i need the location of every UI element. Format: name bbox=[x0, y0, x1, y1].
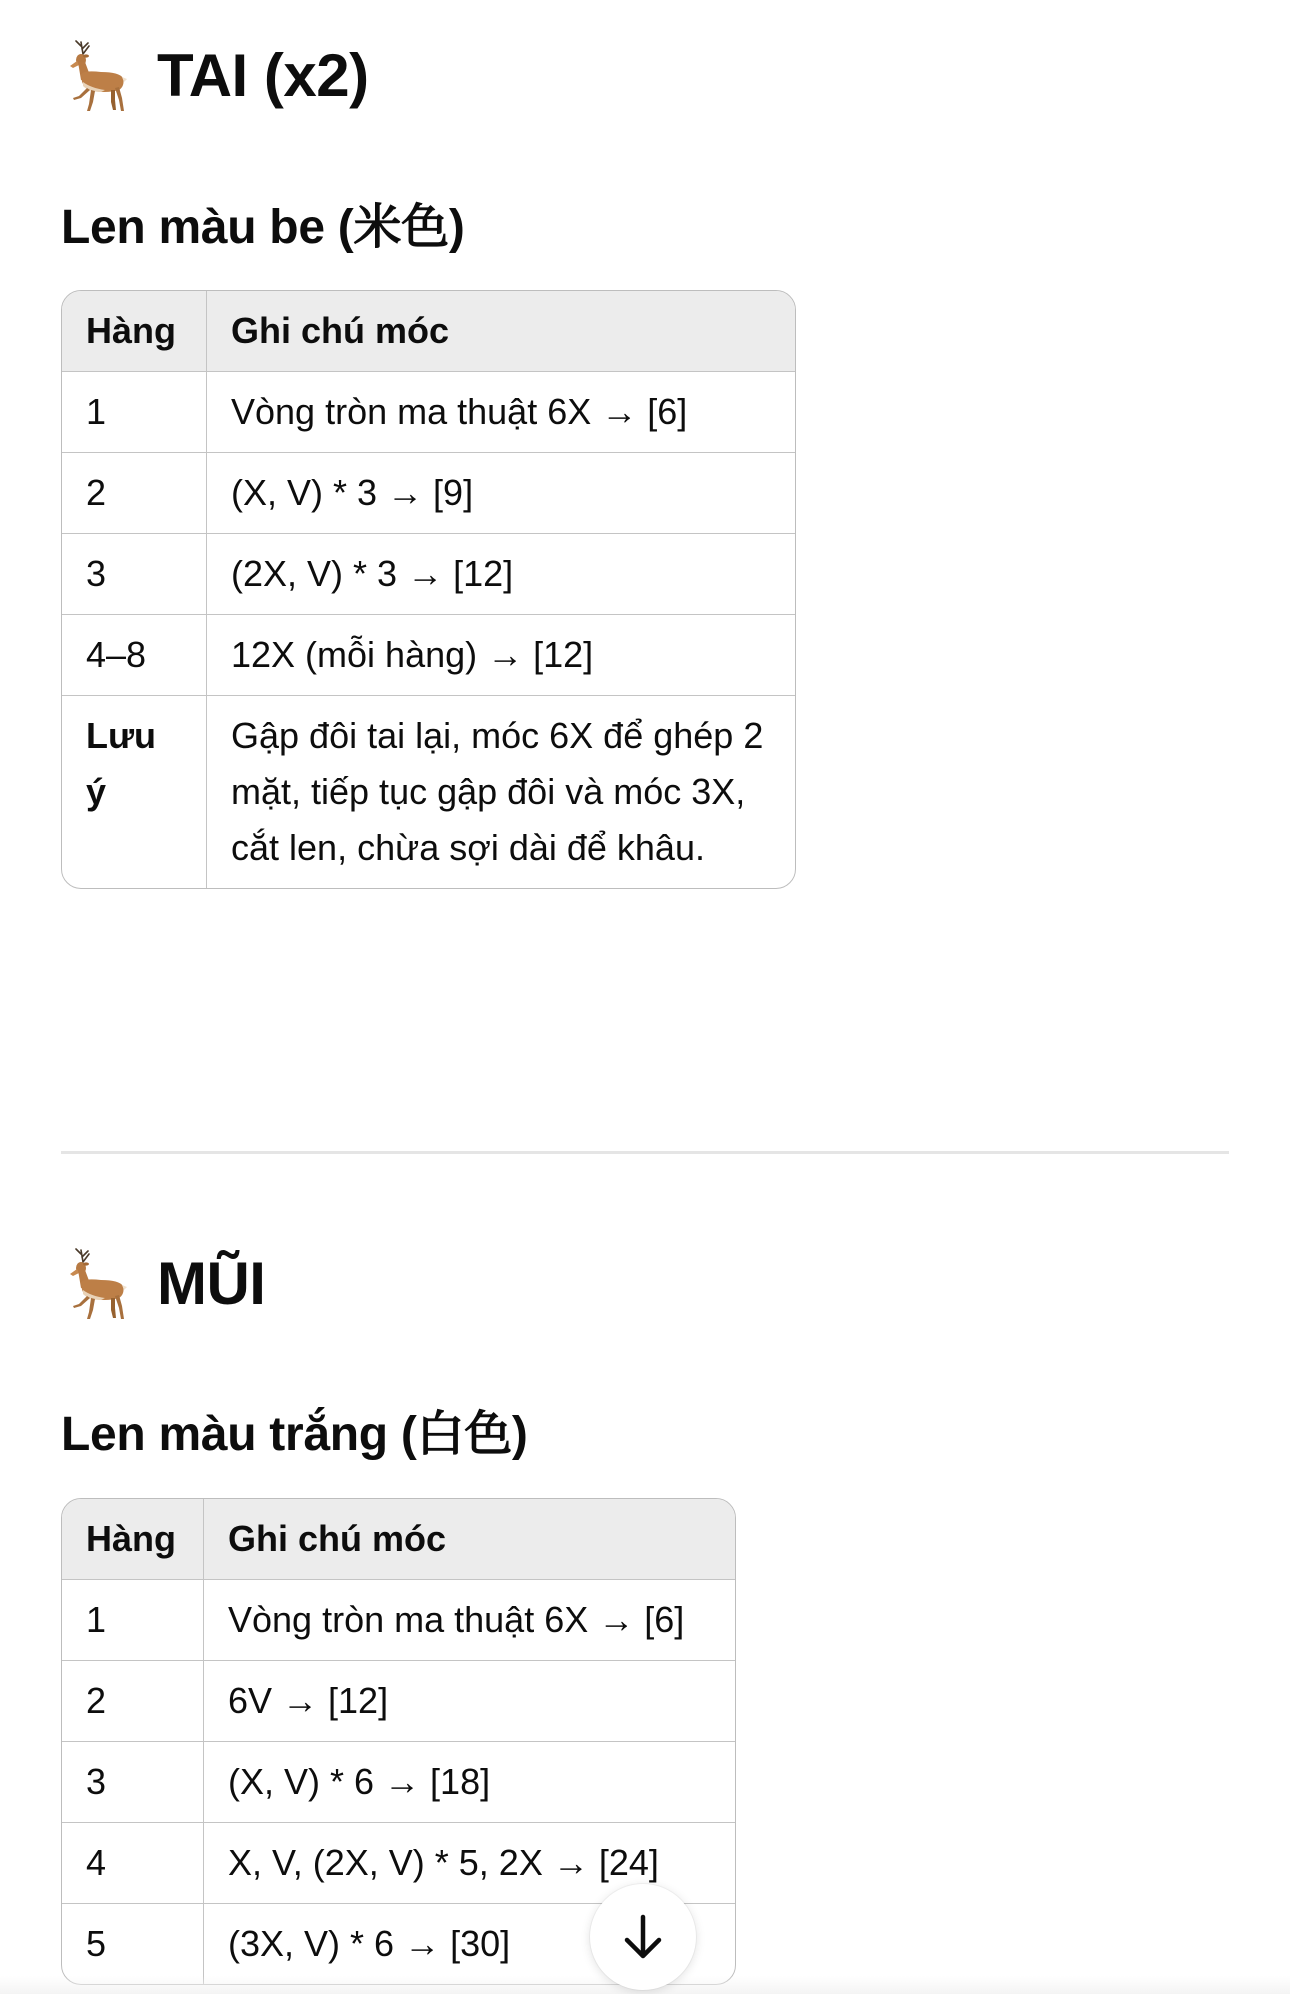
section-title-text: MŨI bbox=[157, 1250, 266, 1317]
row-number: 4–8 bbox=[62, 615, 207, 695]
section-title-tai bbox=[61, 40, 369, 112]
table-row-note bbox=[62, 695, 795, 888]
row-number: 1 bbox=[62, 372, 207, 452]
deer-icon bbox=[61, 1248, 131, 1320]
table-row bbox=[62, 1741, 735, 1822]
section-title-text: TAI (x2) bbox=[157, 42, 369, 109]
table-header-row bbox=[62, 291, 795, 371]
crochet-table-ear bbox=[61, 290, 796, 889]
row-note: (2X, V) * 3 → [12] bbox=[231, 553, 514, 594]
row-note: X, V, (2X, V) * 5, 2X → [24] bbox=[228, 1842, 659, 1883]
row-number: 2 bbox=[62, 453, 207, 533]
row-note: (X, V) * 6 → [18] bbox=[228, 1761, 491, 1802]
row-note: 6V → [12] bbox=[228, 1680, 389, 1721]
header-row-column: Hàng bbox=[62, 291, 207, 371]
row-note: Vòng tròn ma thuật 6X → [6] bbox=[231, 391, 688, 432]
scroll-to-bottom-button[interactable] bbox=[590, 1884, 696, 1990]
section-title-mui bbox=[61, 1248, 265, 1320]
arrow-down-icon bbox=[621, 1913, 665, 1961]
row-label-note: Lưu ý bbox=[62, 696, 207, 888]
yarn-color-heading: Len màu trắng (白色) bbox=[61, 1408, 528, 1461]
row-number: 2 bbox=[62, 1661, 204, 1741]
row-number: 3 bbox=[62, 534, 207, 614]
header-row-column: Hàng bbox=[62, 1499, 204, 1579]
table-row bbox=[62, 1579, 735, 1660]
row-note: (3X, V) * 6 → [30] bbox=[228, 1923, 511, 1964]
table-row bbox=[62, 614, 795, 695]
row-number: 1 bbox=[62, 1580, 204, 1660]
table-row bbox=[62, 1660, 735, 1741]
row-number: 4 bbox=[62, 1823, 204, 1903]
table-row bbox=[62, 452, 795, 533]
table-row bbox=[62, 533, 795, 614]
table-row bbox=[62, 371, 795, 452]
row-note: 12X (mỗi hàng) → [12] bbox=[231, 634, 594, 675]
table-header-row bbox=[62, 1499, 735, 1579]
row-number: 5 bbox=[62, 1904, 204, 1984]
row-note: Vòng tròn ma thuật 6X → [6] bbox=[228, 1599, 685, 1640]
deer-icon bbox=[61, 40, 131, 112]
section-divider bbox=[61, 1151, 1229, 1154]
yarn-color-heading: Len màu be (米色) bbox=[61, 201, 465, 254]
row-note: Gập đôi tai lại, móc 6X để ghép 2 mặt, tiếp tục gập đôi và móc 3X, cắt len, chừa sợi dài để khâu. bbox=[231, 715, 764, 868]
row-number: 3 bbox=[62, 1742, 204, 1822]
header-note-column: Ghi chú móc bbox=[231, 310, 450, 351]
header-note-column: Ghi chú móc bbox=[228, 1518, 447, 1559]
row-note: (X, V) * 3 → [9] bbox=[231, 472, 474, 513]
